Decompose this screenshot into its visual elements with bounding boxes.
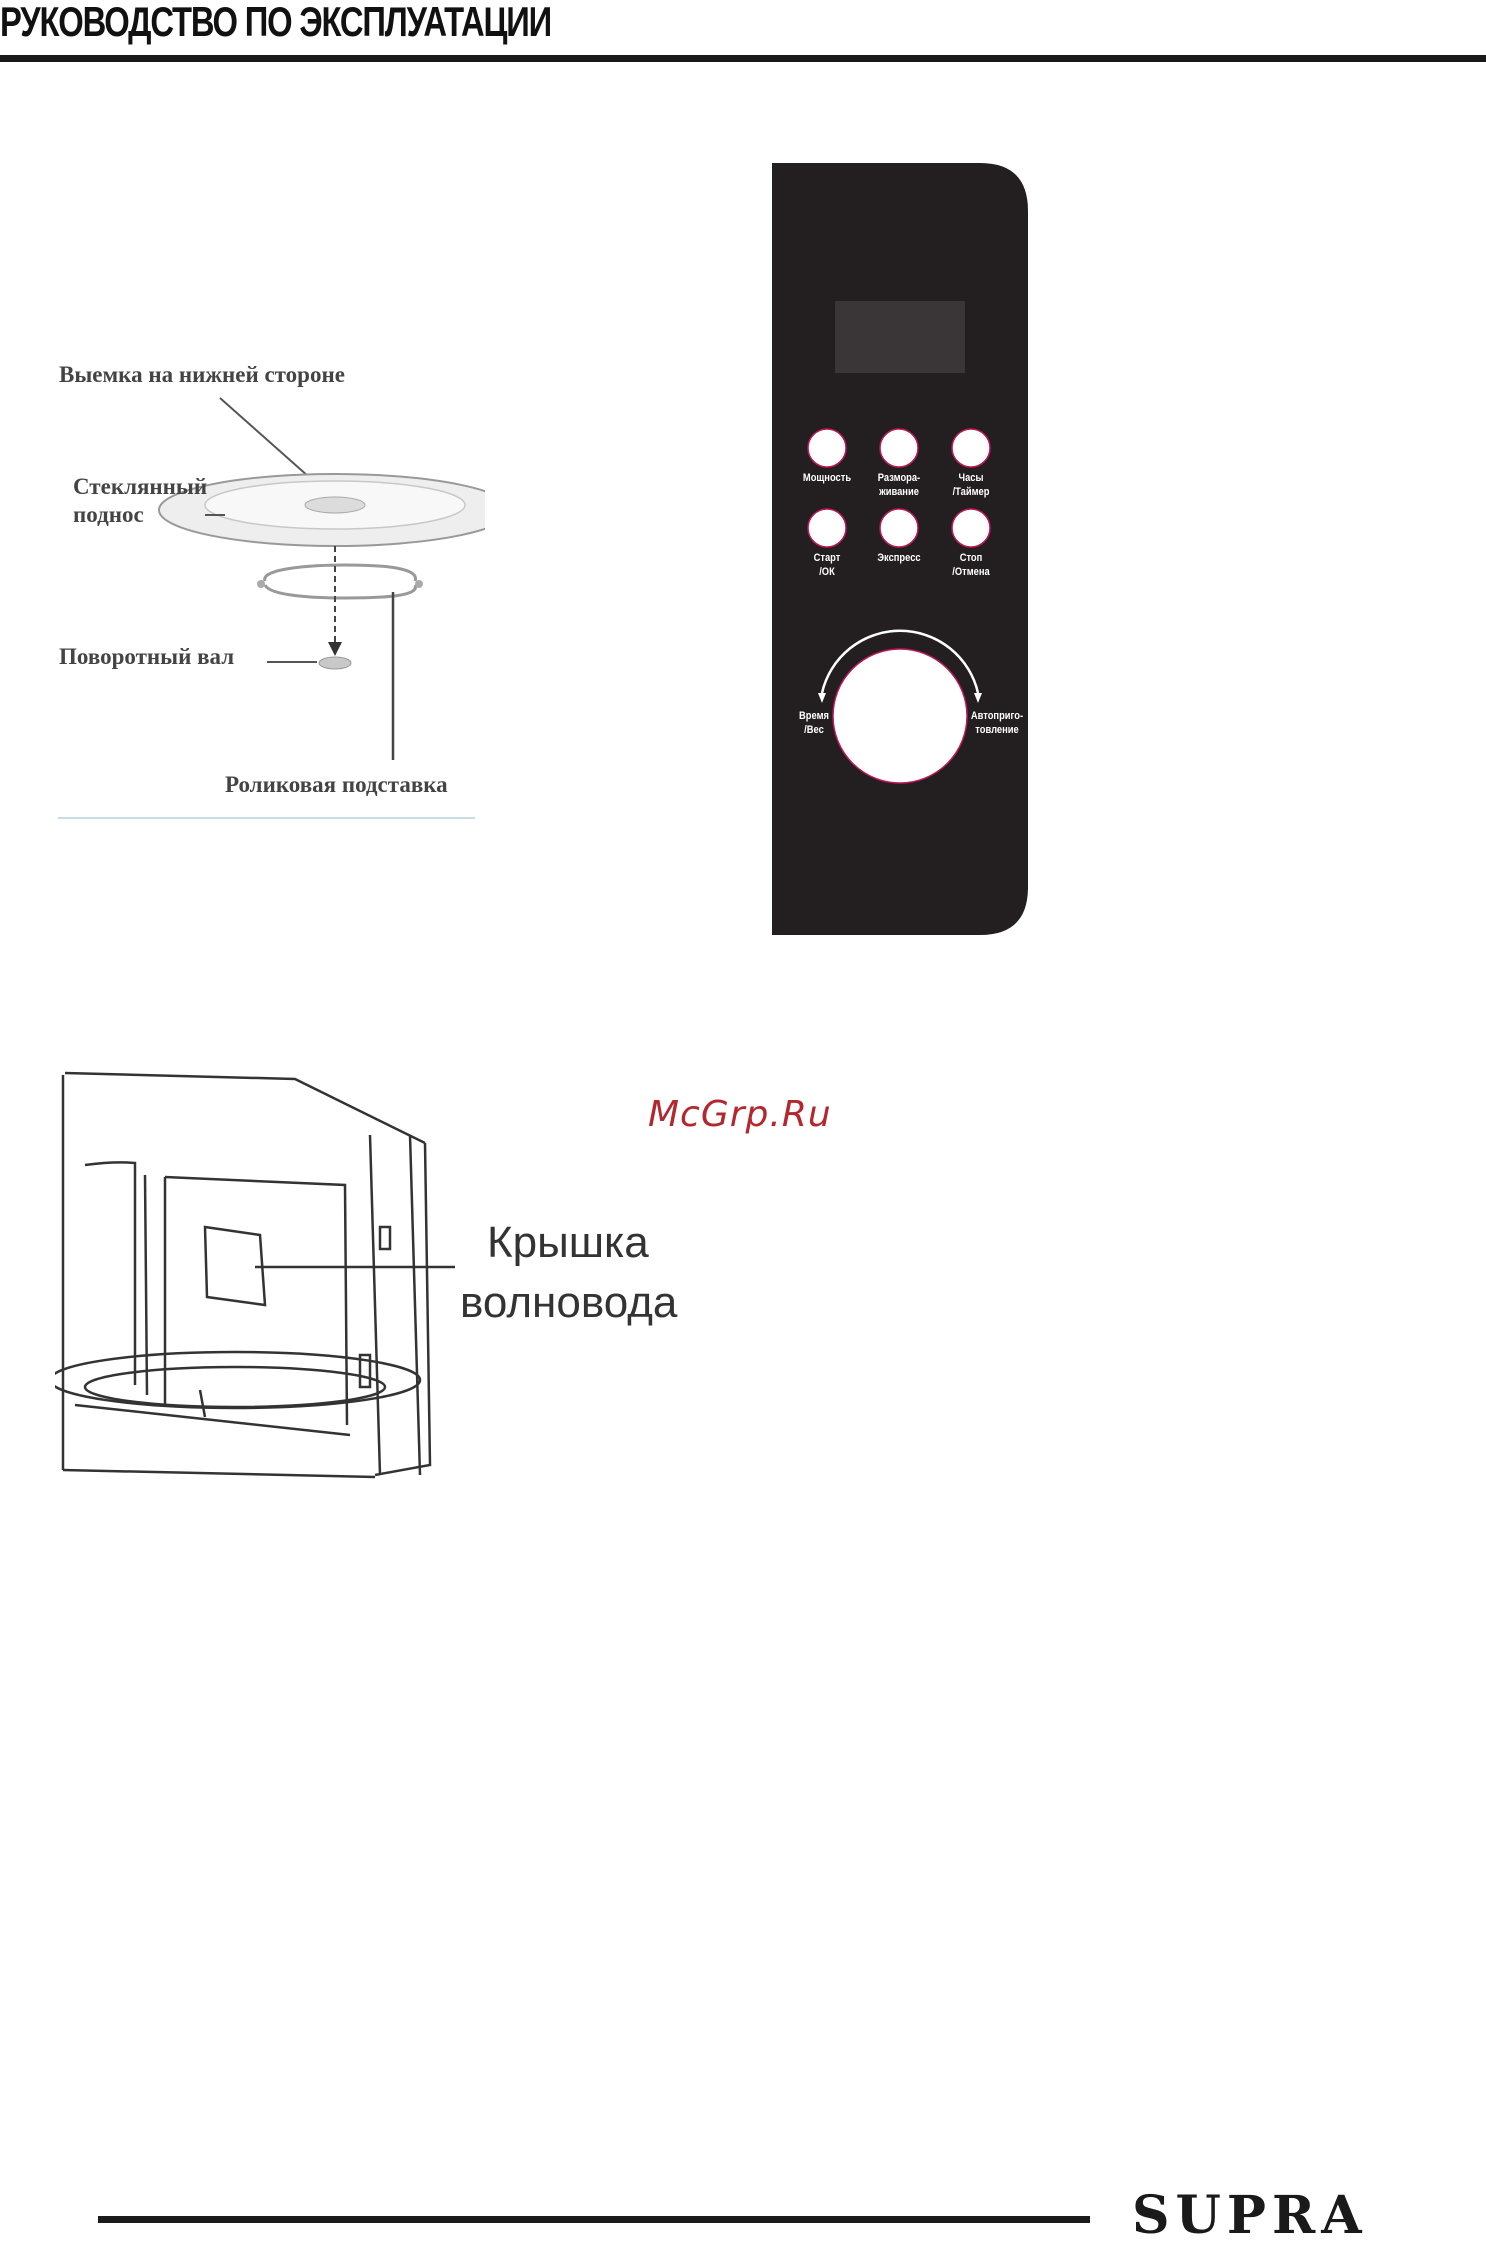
waveguide-cover-label-line2: волновода	[460, 1278, 678, 1327]
page-title: РУКОВОДСТВО ПО ЭКСПЛУАТАЦИИ	[0, 0, 551, 45]
footer-divider	[98, 2216, 1090, 2223]
turntable-illustration	[55, 360, 485, 820]
shaft-label: Поворотный вал	[59, 644, 235, 669]
time-weight-label: Время /Вес	[799, 710, 829, 736]
clock-timer-button-label: Часы /Таймер	[952, 472, 990, 498]
control-panel-illustration	[772, 163, 1028, 935]
auto-cook-label: Автоприго- товление	[970, 710, 1024, 736]
waveguide-cover-diagram	[55, 1065, 735, 1495]
start-ok-button-label: Старт /ОК	[813, 552, 841, 578]
defrost-button-label: Размора- живание	[877, 472, 921, 498]
glass-tray-label-line2: поднос	[73, 502, 144, 527]
control-panel	[772, 163, 1028, 935]
power-button-label: Мощность	[802, 472, 852, 484]
brand-logo: SUPRA	[1132, 2185, 1368, 2246]
roller-label: Роликовая подставка	[225, 772, 448, 797]
express-button-label: Экспресс	[877, 552, 921, 564]
watermark: McGrp.Ru	[648, 1094, 832, 1135]
turntable-diagram	[55, 360, 485, 820]
stop-cancel-button-label: Стоп /Отмена	[952, 552, 990, 578]
notch-label: Выемка на нижней стороне	[59, 362, 345, 387]
header-divider	[0, 55, 1486, 62]
glass-tray-label-line1: Стеклянный	[73, 474, 208, 499]
waveguide-cover-label-line1: Крышка	[487, 1218, 649, 1267]
